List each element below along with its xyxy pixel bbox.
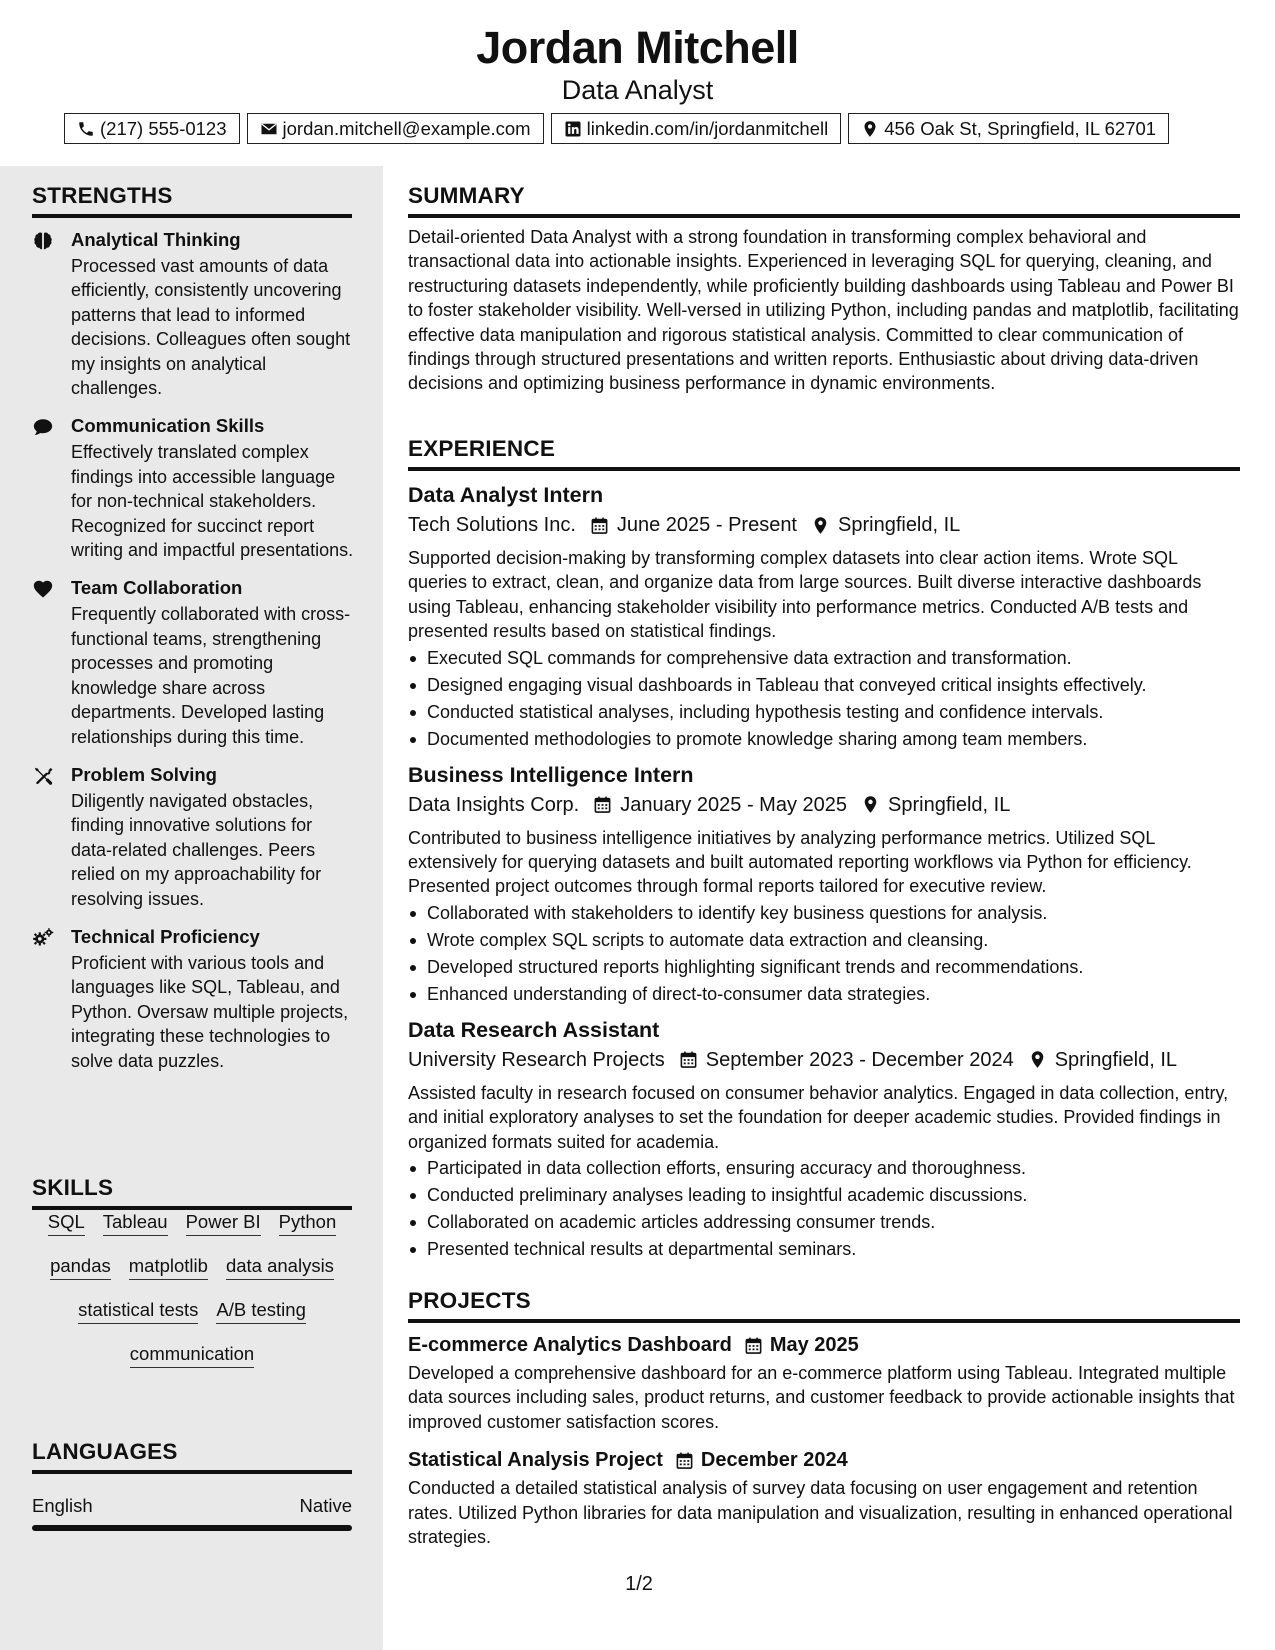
job-dates: June 2025 - Present (616, 514, 797, 536)
list-item: Designed engaging visual dashboards in Tableau that conveyed critical insights effectively. (408, 673, 1240, 697)
strength-item (32, 414, 357, 562)
job-company: University Research Projects (408, 1048, 665, 1071)
project-header (408, 1331, 1240, 1359)
map-pin-icon (1028, 1050, 1047, 1069)
job-dates: September 2023 - December 2024 (705, 1048, 1014, 1071)
list-item: Conducted preliminary analyses leading to insightful academic discussions. (408, 1183, 1240, 1207)
contact-address[interactable] (848, 113, 1169, 144)
project-description: Conducted a detailed statistical analysis of survey data focusing on user engagement and retention rates. Utilized Python libraries for data manipulation and visualization, resulting in enhanced operational strategies. (408, 1478, 1233, 1548)
experience-section (408, 434, 1240, 1264)
calendar-icon (590, 516, 609, 535)
language-name: English (32, 1495, 93, 1516)
job-description: Supported decision-making by transforming complex datasets into clear action items. Wrote SQL queries to extract, clean, and organize data from large sources. Built diverse interactive dashboards using Tableau, enhancing stakeholder visibility into performance metrics. Conducted A/B tests and presented results based on statistical findings. (408, 548, 1202, 642)
skill-tag: matplotlib (129, 1254, 208, 1280)
contact-phone[interactable] (64, 113, 240, 144)
resume-header (0, 0, 1275, 166)
strength-name: Communication Skills (71, 415, 265, 437)
job-company: Data Insights Corp. (408, 793, 580, 816)
skill-tag: Tableau (103, 1210, 168, 1236)
contact-text: (217) 555-0123 (100, 117, 227, 139)
strength-description: Effectively translated complex findings into accessible language for non-technical stakeholders. Recognized for succinct report writing and impactful presentations. (71, 442, 354, 561)
section-title: SKILLS (32, 1175, 114, 1200)
section-title: STRENGTHS (32, 183, 173, 208)
section-divider (408, 214, 1240, 218)
project-description: Developed a comprehensive dashboard for an e-commerce platform using Tableau. Integrated multiple data sources including sales, product returns, and customer feedback to provide actionable insights that improved customer satisfaction scores. (408, 1363, 1235, 1432)
strength-description: Frequently collaborated with cross-functional teams, strengthening processes and promoting knowledge share across departments. Developed lasting relationships during this time. (71, 604, 351, 747)
candidate-title: Data Analyst (561, 75, 714, 105)
strength-item (32, 576, 357, 748)
list-item: Collaborated on academic articles addressing consumer trends. (408, 1210, 1240, 1234)
project-date: May 2025 (769, 1334, 859, 1356)
strength-name: Team Collaboration (71, 577, 243, 599)
section-divider (32, 214, 352, 218)
list-item: Wrote complex SQL scripts to automate data extraction and cleansing. (408, 928, 1240, 952)
skills-list (32, 1210, 352, 1368)
map-pin-icon (811, 516, 830, 535)
section-title: PROJECTS (408, 1288, 531, 1313)
contact-text: jordan.mitchell@example.com (282, 117, 531, 139)
map-pin-icon (861, 120, 879, 138)
list-item: Documented methodologies to promote knowledge sharing among team members. (408, 727, 1240, 751)
calendar-icon (675, 1451, 694, 1470)
skill-tag: communication (130, 1342, 254, 1368)
contact-text: 456 Oak St, Springfield, IL 62701 (884, 117, 1157, 139)
project-date: December 2024 (700, 1449, 848, 1472)
strength-item (32, 228, 357, 400)
envelope-icon (260, 120, 278, 138)
heart-icon (32, 578, 54, 600)
strength-name: Analytical Thinking (71, 229, 241, 250)
job-title: Business Intelligence Intern (408, 762, 694, 787)
skills-heading (32, 1173, 352, 1210)
list-item: Presented technical results at departmental seminars. (408, 1237, 1240, 1261)
strengths-list (32, 228, 357, 1087)
job-dates: January 2025 - May 2025 (620, 793, 848, 816)
phone-icon (77, 120, 95, 138)
job-title: Data Analyst Intern (408, 483, 604, 507)
speech-bubble-icon (32, 416, 54, 438)
calendar-icon (744, 1336, 763, 1355)
language-proficiency-bar (32, 1525, 352, 1531)
job-entry (408, 1016, 1240, 1261)
section-title: SUMMARY (408, 183, 525, 208)
section-title: LANGUAGES (32, 1439, 178, 1464)
job-description: Contributed to business intelligence initiatives by analyzing performance metrics. Utilized SQL extensively for querying datasets and built automated reporting workflows via Python for efficiency. Presented project outcomes through formal reports tailored for executive review. (408, 827, 1192, 897)
list-item: Enhanced understanding of direct-to-consumer data strategies. (408, 982, 1240, 1006)
languages-heading (32, 1437, 352, 1474)
section-divider (408, 1319, 1240, 1323)
list-item: Collaborated with stakeholders to identify key business questions for analysis. (408, 901, 1240, 925)
projects-section (408, 1286, 1240, 1549)
skill-tag: data analysis (226, 1254, 334, 1280)
section-title: EXPERIENCE (408, 436, 556, 461)
skill-tag: A/B testing (216, 1298, 305, 1324)
skill-tag: Python (279, 1210, 337, 1236)
project-entry (408, 1331, 1240, 1434)
job-location: Springfield, IL (888, 793, 1011, 816)
contact-text: linkedin.com/in/jordanmitchell (586, 117, 829, 139)
summary-text: Detail-oriented Data Analyst with a strong foundation in transforming complex behavioral and transactional data into actionable insights. Experienced in leveraging SQL for querying, cleaning, and restructuring datasets independently, while proficiently building dashboards using Tableau and Power BI to foster stakeholder visibility. Well-versed in utilizing Python, including pandas and matplotlib, facilitating effective data manipulation and rigorous statistical analysis. Committed to clear communication of findings through structured presentations and written reports. Enthusiastic about driving data-driven decisions and optimizing business performance in dynamic environments. (408, 227, 1239, 394)
job-meta (408, 791, 1240, 819)
strength-description: Proficient with various tools and languages like SQL, Tableau, and Python. Oversaw multiple projects, integrating these technologies to solve data puzzles. (71, 952, 349, 1071)
job-entry (408, 481, 1240, 751)
project-header (408, 1446, 1240, 1474)
linkedin-icon (564, 120, 582, 138)
language-item (32, 1494, 352, 1518)
brain-icon (32, 230, 54, 252)
skill-tag: Power BI (186, 1210, 261, 1236)
list-item: Participated in data collection efforts, ensuring accuracy and thoroughness. (408, 1156, 1240, 1180)
gears-icon (32, 927, 54, 949)
job-bullets (408, 901, 1240, 1006)
job-location: Springfield, IL (1054, 1048, 1178, 1071)
strengths-heading (32, 181, 352, 218)
strength-name: Problem Solving (71, 763, 217, 785)
strength-item (32, 763, 357, 911)
job-bullets (408, 1156, 1240, 1261)
job-bullets (408, 646, 1240, 751)
skill-tag: pandas (50, 1254, 111, 1280)
section-divider (408, 467, 1240, 471)
job-meta (408, 1046, 1240, 1074)
map-pin-icon (861, 795, 880, 814)
page-number: 1/2 (625, 1573, 653, 1595)
job-title: Data Research Assistant (408, 1017, 660, 1042)
list-item: Executed SQL commands for comprehensive data extraction and transformation. (408, 646, 1240, 670)
contact-email[interactable] (247, 113, 544, 144)
contact-linkedin[interactable] (551, 113, 842, 144)
job-company: Tech Solutions Inc. (408, 514, 576, 536)
project-entry (408, 1446, 1240, 1549)
contact-bar (64, 113, 1169, 144)
project-name: E-commerce Analytics Dashboard (408, 1334, 732, 1356)
tools-icon (32, 765, 54, 787)
job-description: Assisted faculty in research focused on consumer behavior analytics. Engaged in data collection, entry, and initial exploratory analyses to set the foundation for deeper academic studies. Provided findings in organized formats suited for academia. (408, 1082, 1229, 1152)
strength-item (32, 925, 357, 1073)
project-name: Statistical Analysis Project (408, 1449, 663, 1472)
skill-tag: SQL (48, 1210, 85, 1236)
section-divider (32, 1470, 352, 1474)
summary-section (408, 181, 1240, 396)
job-entry (408, 761, 1240, 1006)
strength-description: Diligently navigated obstacles, finding innovative solutions for data-related challenges. Peers relied on my approachability for resolving issues. (71, 790, 322, 909)
list-item: Developed structured reports highlighting significant trends and recommendations. (408, 955, 1240, 979)
job-location: Springfield, IL (838, 514, 961, 536)
skill-tag: statistical tests (78, 1298, 198, 1324)
list-item: Conducted statistical analyses, including hypothesis testing and confidence intervals. (408, 700, 1240, 724)
candidate-name: Jordan Mitchell (476, 22, 799, 73)
strength-description: Processed vast amounts of data efficiently, consistently uncovering patterns that lead to informed decisions. Colleagues often sought my insights on analytical challenges. (71, 256, 351, 399)
calendar-icon (679, 1050, 698, 1069)
language-level: Native (299, 1495, 352, 1516)
job-meta (408, 511, 1240, 539)
strength-name: Technical Proficiency (71, 925, 260, 947)
calendar-icon (593, 795, 612, 814)
